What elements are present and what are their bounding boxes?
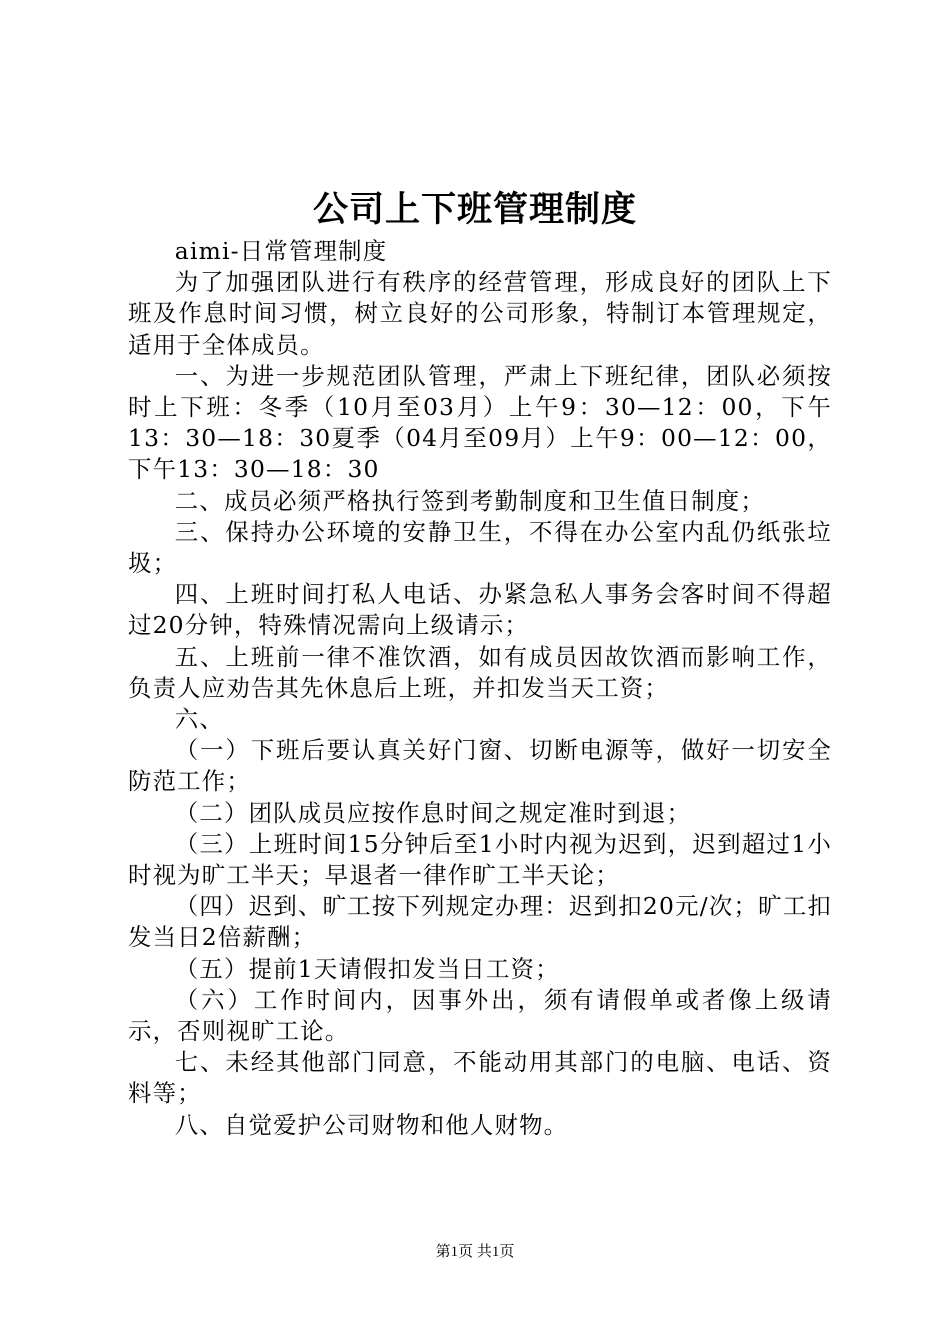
rule-8-paragraph: 八、自觉爱护公司财物和他人财物。 [174, 1110, 569, 1139]
subtitle-line: aimi-日常管理制度 [174, 237, 388, 265]
rule-6-heading: 六、 [174, 705, 224, 734]
document-body [128, 236, 832, 1141]
rule-6-item-2: （二）团队成员应按作息时间之规定准时到退； [174, 798, 692, 827]
page-footer: 第1页 共1页 [435, 1244, 515, 1260]
rule-3-paragraph: 三、保持办公环境的安静卫生，不得在办公室内乱仍纸张垃圾； [128, 517, 832, 578]
intro-paragraph: 为了加强团队进行有秩序的经营管理，形成良好的团队上下班及作息时间习惯，树立良好的公司形象，特制订本管理规定，适用于全体成员。 [128, 268, 832, 359]
rule-4-paragraph: 四、上班时间打私人电话、办紧急私人事务会客时间不得超过20分钟，特殊情况需向上级请示； [128, 580, 832, 640]
rule-1-paragraph: 一、为进一步规范团队管理，严肃上下班纪律，团队必须按时上下班：冬季（10月至03月）上午9：30—12：00，下午13：30—18：30夏季（04月至09月）上午9：00—12：00，下午13：30—18：30 [128, 361, 832, 484]
document-title: 公司上下班管理制度 [312, 189, 637, 230]
rule-7-paragraph: 七、未经其他部门同意，不能动用其部门的电脑、电话、资料等； [128, 1048, 832, 1108]
rule-6-item-3: （三）上班时间15分钟后至1小时内视为迟到，迟到超过1小时视为旷工半天；早退者一律作旷工半天论； [128, 829, 832, 890]
rule-2-paragraph: 二、成员必须严格执行签到考勤制度和卫生值日制度； [174, 486, 765, 515]
rule-5-paragraph: 五、上班前一律不准饮酒，如有成员因故饮酒而影响工作，负责人应劝告其先休息后上班，并扣发当天工资； [128, 642, 832, 702]
rule-6-item-5: （五）提前1天请假扣发当日工资； [174, 954, 560, 983]
rule-6-item-4: （四）迟到、旷工按下列规定办理：迟到扣20元/次；旷工扣发当日2倍薪酬； [128, 892, 832, 952]
rule-6-item-6: （六）工作时间内，因事外出，须有请假单或者像上级请示，否则视旷工论。 [128, 985, 832, 1046]
rule-6-item-1: （一）下班后要认真关好门窗、切断电源等，做好一切安全防范工作； [128, 736, 832, 796]
